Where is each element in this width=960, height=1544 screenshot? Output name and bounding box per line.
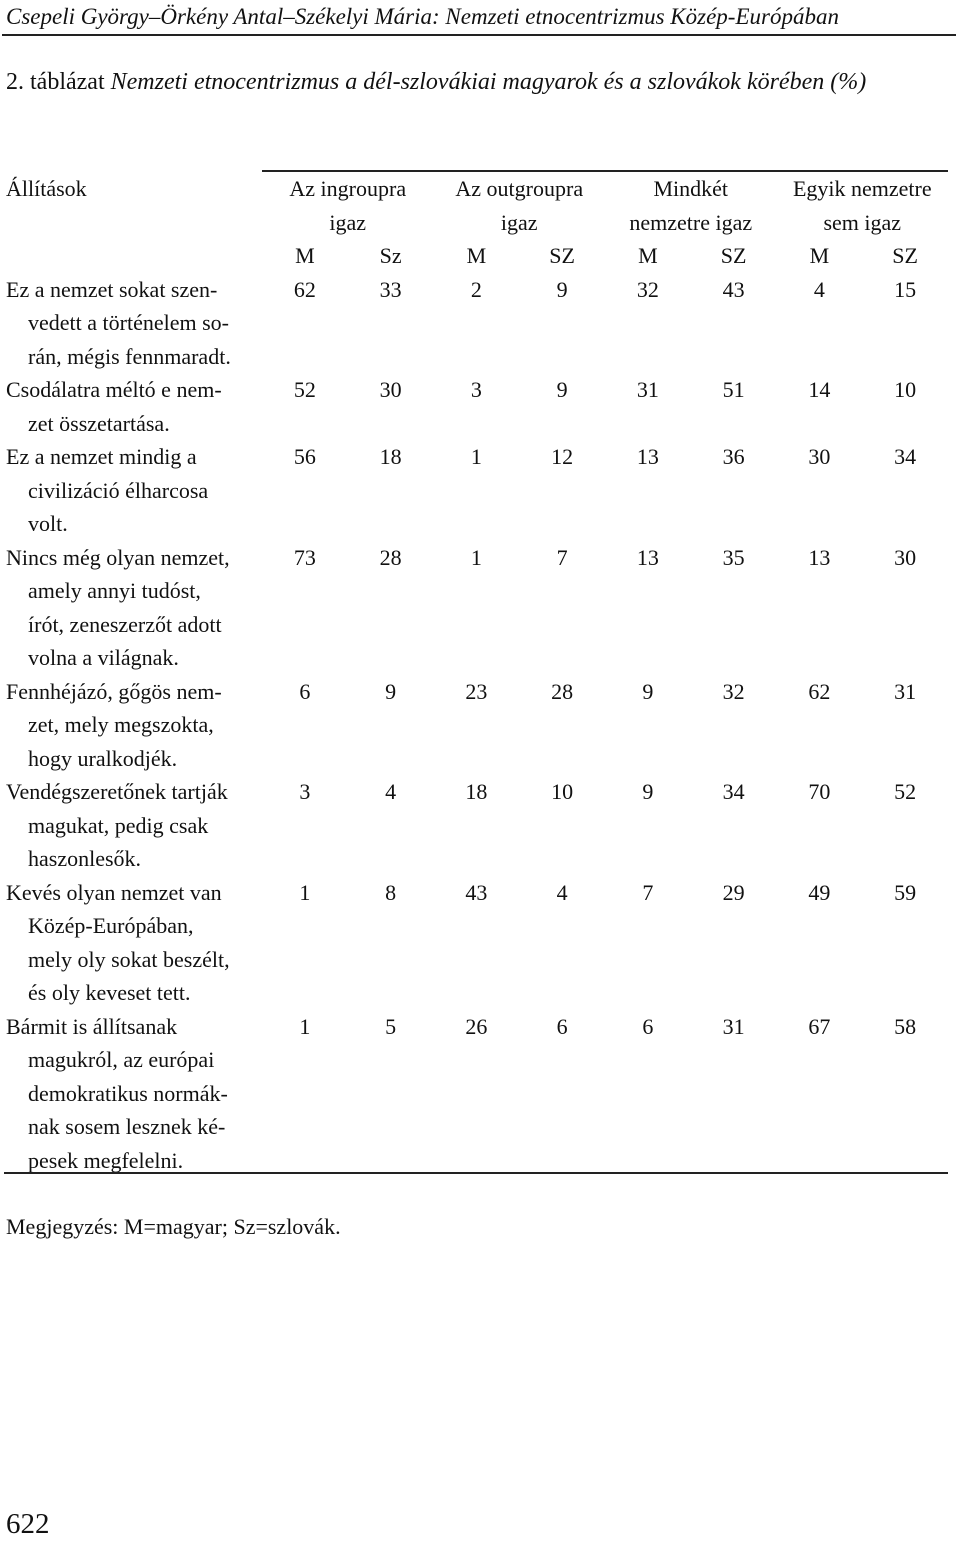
table-row (4, 1010, 948, 1178)
value-cell: 43 (722, 276, 745, 302)
value-cell: 34 (722, 779, 745, 804)
table-row (4, 373, 948, 440)
caption-title: Nemzeti etnocentrizmus a dél-szlovákiai magyarok és a szlovákok körében (%) (110, 69, 867, 95)
table-caption (6, 66, 946, 99)
table-body (4, 273, 948, 1178)
value-cell: 29 (722, 879, 745, 905)
value-cell: 31 (722, 1013, 745, 1039)
group-header-line: igaz (329, 209, 367, 235)
statement-label-line: nak sosem lesznek ké- (28, 1114, 226, 1139)
value-cell: 18 (379, 444, 402, 469)
page-number: 622 (6, 1508, 50, 1540)
running-head: Csepeli György–Örkény Antal–Székelyi Mária: Nemzeti etnocentrizmus Közép-Európában (6, 4, 839, 29)
value-cell: 30 (379, 377, 402, 402)
statement-label-line: demokratikus normák- (28, 1080, 228, 1106)
value-cell: 4 (556, 879, 568, 905)
value-cell: 32 (722, 678, 745, 704)
group-header-line: Az ingroupra (289, 176, 407, 201)
group-header-line: igaz (500, 209, 538, 235)
subheader-cell: M (295, 243, 315, 268)
table-row (4, 775, 948, 876)
table-row (4, 876, 948, 1010)
statement-label (4, 1010, 262, 1178)
value-cell: 9 (385, 678, 397, 704)
value-cell: 31 (894, 678, 917, 704)
value-cell: 23 (465, 678, 488, 704)
value-cell: 6 (299, 678, 311, 704)
value-cell: 59 (894, 879, 917, 905)
statement-label-line: civilizáció élharcosa (28, 477, 209, 503)
caption-label: 2. táblázat (6, 69, 105, 95)
value-cell: 13 (636, 444, 659, 469)
subheader-cell: SZ (549, 243, 575, 268)
subheader-cell: M (809, 243, 830, 268)
statement-label-line: Kevés olyan nemzet van (6, 879, 222, 905)
value-cell: 9 (642, 678, 654, 704)
value-cell: 52 (894, 779, 917, 804)
statement-label-line: zet összetartása. (28, 410, 170, 436)
value-cell: 62 (808, 678, 831, 704)
value-cell: 26 (465, 1013, 488, 1039)
value-cell: 14 (808, 377, 831, 402)
group-header-row (4, 172, 948, 239)
data-table (4, 172, 948, 1177)
group-header (777, 172, 949, 239)
statement-label-line: vedett a történelem so- (28, 310, 229, 335)
statement-label-line: haszonlesők. (28, 846, 142, 871)
group-header-line: Az outgroupra (455, 176, 584, 201)
table-row (4, 273, 948, 374)
statement-label-line: pesek megfelelni. (28, 1147, 184, 1173)
value-cell: 9 (556, 377, 568, 402)
statement-label-line: Ez a nemzet mindig a (6, 444, 197, 469)
statement-label-line: írót, zeneszerzőt adott (28, 611, 222, 637)
value-cell: 6 (642, 1013, 654, 1039)
subheader-cell: SZ (720, 243, 747, 268)
statement-label-line: rán, mégis fennmaradt. (28, 343, 231, 369)
value-cell: 33 (379, 276, 402, 302)
statement-label-line: mely oly sokat beszélt, (28, 946, 230, 972)
value-cell: 4 (385, 779, 397, 804)
subheader-cell: Sz (379, 243, 402, 268)
value-cell: 10 (894, 377, 917, 402)
group-header-line: Mindkét (653, 176, 729, 201)
value-cell: 31 (636, 377, 659, 402)
statement-label-line: Vendégszeretőnek tartják (6, 779, 228, 804)
value-cell: 30 (808, 444, 831, 469)
statement-label-line: volt. (28, 511, 68, 536)
subheader-spacer (4, 239, 262, 273)
value-cell: 62 (293, 276, 316, 302)
statement-label (4, 273, 262, 374)
value-cell: 58 (894, 1013, 917, 1039)
group-header (262, 172, 434, 239)
table-note: Megjegyzés: M=magyar; Sz=szlovák. (6, 1214, 341, 1239)
statement-label-line: Közép-Európában, (28, 913, 194, 938)
value-cell: 1 (299, 879, 311, 905)
value-cell: 56 (293, 444, 316, 469)
value-cell: 43 (465, 879, 488, 905)
value-cell: 52 (293, 377, 316, 402)
statement-label-line: Nincs még olyan nemzet, (6, 544, 230, 570)
value-cell: 9 (642, 779, 654, 804)
statement-label-line: volna a világnak. (28, 645, 179, 670)
value-cell: 7 (556, 544, 568, 570)
value-cell: 8 (385, 879, 397, 905)
group-header-line: nemzetre igaz (629, 209, 753, 235)
statement-label-line: magukat, pedig csak (28, 812, 209, 838)
statement-label (4, 775, 262, 876)
statement-label (4, 373, 262, 440)
statement-label (4, 675, 262, 776)
value-cell: 28 (551, 678, 574, 704)
value-cell: 34 (894, 444, 917, 469)
group-header-line: Egyik nemzetre (792, 176, 932, 201)
value-cell: 70 (808, 779, 831, 804)
table-row (4, 440, 948, 541)
value-cell: 35 (722, 544, 745, 570)
value-cell: 1 (470, 544, 482, 570)
value-cell: 51 (722, 377, 745, 402)
value-cell: 13 (636, 544, 659, 570)
statement-label-line: amely annyi tudóst, (28, 578, 201, 603)
statement-label-line: Csodálatra méltó e nem- (6, 377, 222, 402)
value-cell: 49 (808, 879, 831, 905)
value-cell: 1 (299, 1013, 311, 1039)
value-cell: 32 (636, 276, 659, 302)
value-cell: 73 (293, 544, 316, 570)
value-cell: 6 (556, 1013, 568, 1039)
statement-label-line: Bármit is állítsanak (6, 1013, 178, 1039)
group-header (605, 172, 777, 239)
statement-label-line: hogy uralkodjék. (28, 745, 178, 771)
table-row (4, 675, 948, 776)
value-cell: 15 (894, 276, 917, 302)
subheader-cell: M (638, 243, 658, 268)
value-cell: 5 (385, 1013, 397, 1039)
statement-label-line: zet, mely megszokta, (28, 712, 214, 737)
statement-label-line: magukról, az európai (28, 1047, 215, 1072)
value-cell: 4 (813, 276, 825, 302)
value-cell: 12 (551, 444, 574, 469)
value-cell: 9 (556, 276, 568, 302)
value-cell: 3 (470, 377, 482, 402)
statement-label-line: és oly keveset tett. (28, 980, 191, 1005)
value-cell: 7 (642, 879, 654, 905)
value-cell: 36 (722, 444, 745, 469)
table-bottom-rule (4, 1172, 948, 1174)
table-row (4, 541, 948, 675)
statement-label (4, 541, 262, 675)
subheader-cell: M (466, 243, 487, 268)
header-rule (2, 34, 956, 36)
value-cell: 28 (379, 544, 402, 570)
statement-label (4, 876, 262, 1010)
value-cell: 1 (470, 444, 482, 469)
value-cell: 30 (894, 544, 917, 570)
group-header (434, 172, 606, 239)
subheader-cell: SZ (892, 243, 918, 268)
value-cell: 3 (299, 779, 311, 804)
statement-label (4, 440, 262, 541)
subheader-row (4, 239, 948, 273)
statement-label-line: Fennhéjázó, gőgös nem- (6, 678, 222, 704)
value-cell: 18 (465, 779, 488, 804)
group-header-line: sem igaz (823, 209, 902, 235)
value-cell: 2 (470, 276, 482, 302)
statement-label-line: Ez a nemzet sokat szen- (6, 276, 218, 302)
value-cell: 67 (808, 1013, 831, 1039)
label-column-header: Állítások (6, 176, 87, 201)
value-cell: 10 (551, 779, 574, 804)
value-cell: 13 (808, 544, 831, 570)
